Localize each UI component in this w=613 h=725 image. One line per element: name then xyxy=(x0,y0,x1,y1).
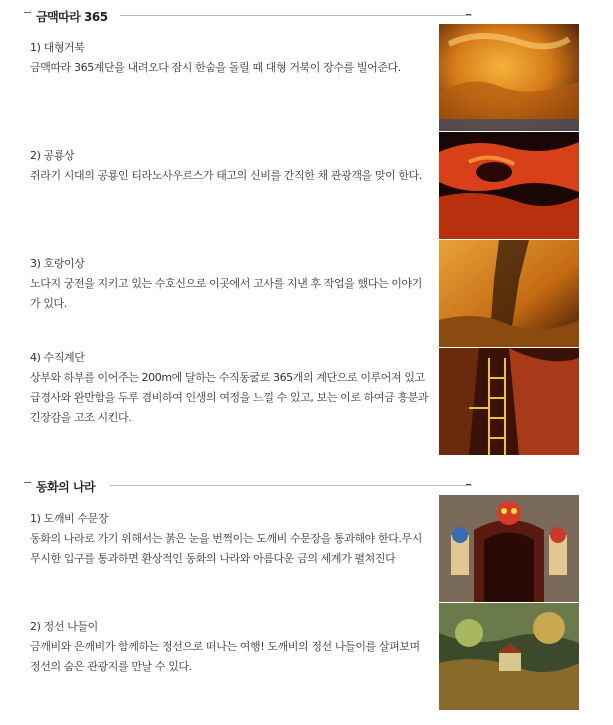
jeongseon-diorama-photo xyxy=(439,603,579,710)
item-description: 금깨비와 은깨비가 함께하는 정선으로 떠나는 여행! 도깨비의 정선 나들이를 살펴보며 정선의 숨은 관광지를 만날 수 있다. xyxy=(30,640,420,673)
section-bullet xyxy=(24,482,31,483)
item-title: 2) 정선 나들이 xyxy=(30,620,98,633)
section-divider-line xyxy=(110,485,472,486)
goblin-gate-photo xyxy=(439,495,579,602)
section-divider-line xyxy=(120,15,472,16)
item-title: 3) 호랑이상 xyxy=(30,257,85,270)
item-description: 쥐라기 시대의 공룡인 티라노사우르스가 태고의 신비를 간직한 채 관광객을 맞이 한다. xyxy=(30,169,422,182)
item-title: 4) 수직계단 xyxy=(30,351,85,364)
item-title: 2) 공룡상 xyxy=(30,149,75,162)
item-description: 금맥따라 365계단을 내려오다 잠시 한숨을 돌릴 때 대형 거북이 장수를 빌어준다. xyxy=(30,61,401,74)
item-description: 노다지 궁전을 지키고 있는 수호신으로 이곳에서 고사를 지낸 후 작업을 했다는 이야기가 있다. xyxy=(30,277,422,310)
section-divider-end xyxy=(466,484,471,485)
vertical-stairs-photo xyxy=(439,348,579,455)
item-description: 상부와 하부를 이어주는 200m에 달하는 수직동굴로 365개의 계단으로 이루어져 있고 급경사와 완만함을 두루 겸비하여 인생의 여정을 느낄 수 있고, 보는 이로 하여금 흥분과 긴장감을 고조 시킨다. xyxy=(30,371,429,424)
item-title: 1) 도깨비 수문장 xyxy=(30,512,109,525)
section-title: 동화의 나라 xyxy=(36,480,96,494)
section-bullet xyxy=(24,12,31,13)
cave-dinosaur-photo xyxy=(439,132,579,239)
cave-turtle-photo xyxy=(439,24,579,131)
section-title: 금맥따라 365 xyxy=(36,10,108,24)
item-title: 1) 대형거북 xyxy=(30,41,85,54)
section-divider-end xyxy=(466,14,471,15)
item-description: 동화의 나라로 가기 위해서는 붉은 눈을 번쩍이는 도깨비 수문장을 통과해야 한다.무시무시한 입구를 통과하면 환상적인 동화의 나라와 아름다운 금의 세계가 펼쳐진다 xyxy=(30,532,422,565)
cave-tiger-photo xyxy=(439,240,579,347)
